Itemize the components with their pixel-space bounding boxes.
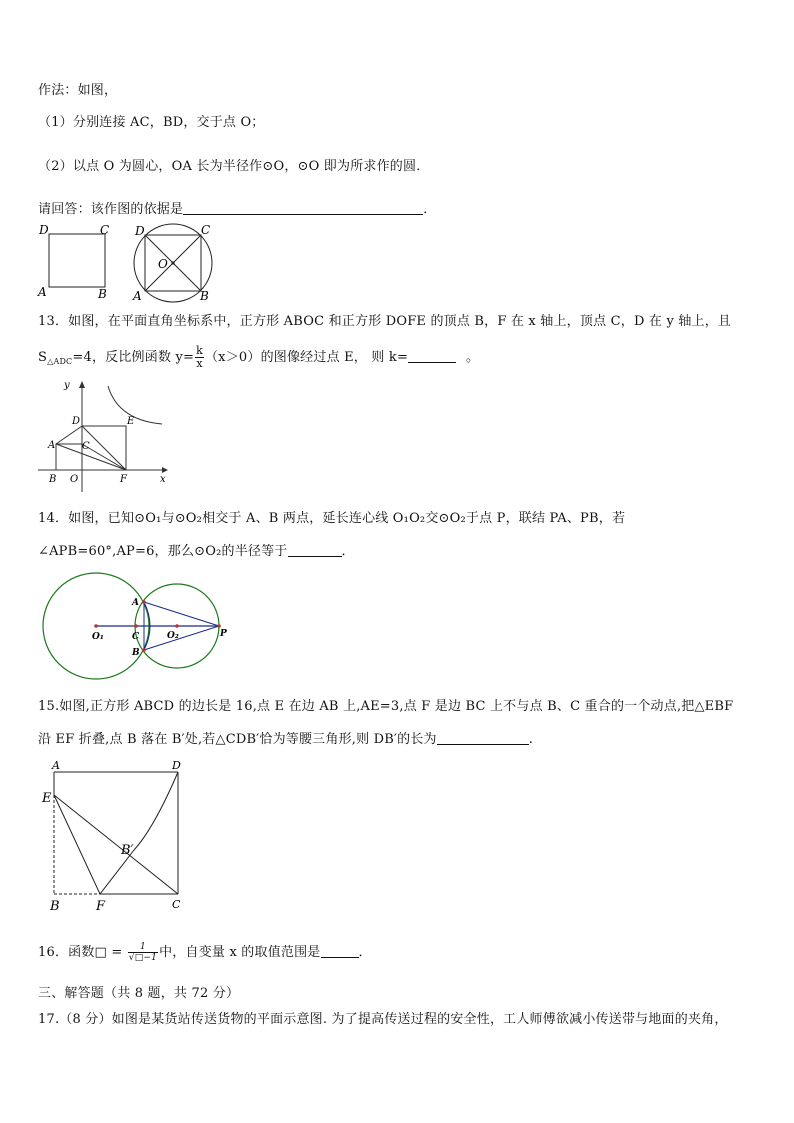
q13-line-2 <box>38 345 479 371</box>
area-subscript: △ADC <box>47 357 73 366</box>
q14-end: ． <box>341 544 355 559</box>
label-a: A <box>52 759 60 772</box>
label-a: A <box>132 598 139 608</box>
segment-pb <box>144 626 219 650</box>
k-over-x-fraction <box>195 345 204 370</box>
q16-prefix: 16．函数 <box>38 945 95 960</box>
label-d: D <box>72 416 81 427</box>
label-b: B <box>132 648 140 658</box>
fold-line-ef <box>54 795 100 894</box>
fraction-denominator: x <box>196 357 203 370</box>
label-d: D <box>172 759 181 772</box>
q13-answer-blank[interactable] <box>408 348 456 363</box>
q14-line-1: 14．如图，已知⊙O₁与⊙O₂相交于 A、B 两点，延长连心线 O₁O₂交⊙O₂于点 P，联结 PA、PB，若 <box>38 511 626 526</box>
q16-line <box>38 942 372 963</box>
q12-question <box>38 200 436 219</box>
label-d: D <box>39 223 49 237</box>
point-p <box>217 624 221 628</box>
point-b <box>142 648 146 652</box>
section-heading: 三、解答题（共 8 题，共 72 分） <box>38 986 240 1001</box>
label-b: B <box>200 289 209 303</box>
q12-ask-text: 请回答：该作图的依据是 <box>38 202 184 217</box>
point-a <box>142 600 146 604</box>
q16-end: ． <box>358 945 372 960</box>
q16-answer-blank[interactable] <box>321 943 359 958</box>
label-b: B <box>50 899 60 914</box>
y-axis-label: y <box>64 380 70 391</box>
method-heading: 作法：如图， <box>38 83 118 98</box>
q13-coordinate-figure <box>36 378 176 498</box>
label-c: C <box>100 223 110 237</box>
q13-text-b: （x＞0）的图像经过点 E， 则 k= <box>204 350 409 365</box>
label-p: P <box>220 629 227 639</box>
label-b: B <box>49 474 57 485</box>
label-f: F <box>120 474 127 485</box>
segment-ec <box>54 795 178 894</box>
label-c: C <box>82 441 90 452</box>
label-d: D <box>135 224 145 238</box>
segment-pa <box>144 602 219 626</box>
label-o: O <box>70 474 79 485</box>
q14-answer-blank[interactable] <box>288 542 342 557</box>
q12-answer-blank[interactable] <box>183 200 423 215</box>
square-abcd <box>49 234 105 287</box>
q14-line-2 <box>38 542 355 561</box>
y-axis-arrow <box>79 381 85 388</box>
x-axis-label: x <box>160 474 166 485</box>
q15-line-1: 15.如图,正方形 ABCD 的边长是 16,点 E 在边 AB 上,AE=3,点 F 是边 BC 上不与点 B、C 重合的一个动点,把△EBF <box>38 699 734 714</box>
segment-db-prime <box>134 772 178 850</box>
label-b: B <box>98 287 107 301</box>
q17-line: 17.（8 分）如图是某货站传送货物的平面示意图. 为了提高传送过程的安全性，工人师傅欲减小传送带与地面的夹角， <box>38 1012 728 1027</box>
q15-fold-figure <box>38 756 198 916</box>
equals-sign: = <box>107 945 127 960</box>
label-a: A <box>38 285 47 299</box>
x-axis-arrow <box>162 467 168 473</box>
label-a: A <box>133 289 142 303</box>
q15-answer-blank[interactable] <box>437 730 529 745</box>
label-a: A <box>48 440 56 451</box>
q12-circle-figure <box>130 220 240 304</box>
label-o2: O₂ <box>167 631 179 641</box>
center-point <box>171 261 174 264</box>
label-b-prime: B′ <box>121 843 134 858</box>
label-c: C <box>172 898 181 911</box>
label-e: E <box>127 416 135 427</box>
point-o1 <box>94 624 98 628</box>
square-aboc <box>56 444 82 470</box>
method-step-1: （1）分别连接 AC，BD，交于点 O； <box>38 115 265 130</box>
label-c: C <box>132 632 140 642</box>
hyperbola-curve <box>108 386 162 424</box>
label-f: F <box>96 899 106 914</box>
q14-circles-figure <box>40 572 240 684</box>
label-o1: O₁ <box>92 632 104 642</box>
q13-line-1: 13．如图，在平面直角坐标系中，正方形 ABOC 和正方形 DOFE 的顶点 B，F 在 x 轴上，顶点 C，D 在 y 轴上，且 <box>38 314 732 329</box>
q15-text: 沿 EF 折叠,点 B 落在 B′处,若△CDB′恰为等腰三角形,则 DB′的长为 <box>38 732 437 747</box>
point-o2 <box>175 624 179 628</box>
fraction-numerator: k <box>196 344 203 357</box>
label-c: C <box>201 223 211 237</box>
point-c <box>134 624 138 628</box>
label-e: E <box>42 791 52 806</box>
q14-text: ∠APB=60°,AP=6，那么⊙O₂的半径等于 <box>38 544 288 559</box>
segment-ad <box>56 426 82 444</box>
fraction-numerator: 1 <box>128 942 158 953</box>
segment-af <box>56 444 126 470</box>
q12-ask-end: ． <box>423 202 437 217</box>
fraction-denominator: √□−1 <box>128 953 158 963</box>
method-step-2: （2）以点 O 为圆心，OA 长为半径作⊙O，⊙O 即为所求作的圆． <box>38 159 430 174</box>
q13-text-a: =4，反比例函数 y= <box>72 350 195 365</box>
area-symbol: S <box>38 350 48 365</box>
q16-suffix: 中，自变量 x 的取值范围是 <box>159 945 321 960</box>
q15-line-2 <box>38 730 533 749</box>
label-o: O <box>158 257 168 271</box>
q15-end: . <box>528 732 534 747</box>
missing-symbol-box: □ <box>94 945 108 960</box>
q13-end: 。 <box>466 350 480 365</box>
function-fraction <box>128 942 158 963</box>
